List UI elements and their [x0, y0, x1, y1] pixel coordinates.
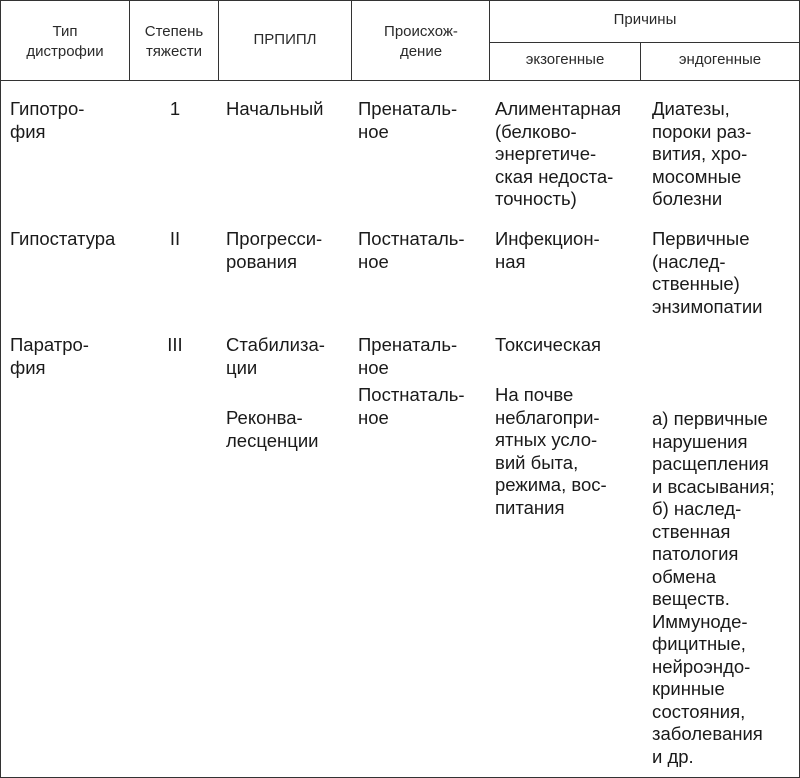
header-exogenous: экзогенные: [525, 51, 605, 68]
header-col-divider-1: [129, 0, 130, 80]
row1-type: Гипотро- фия: [10, 98, 85, 142]
row3-period-b: Реконва- лесценции: [226, 407, 319, 451]
row2-origin: Постнаталь- ное: [358, 228, 465, 272]
row3-origin-b: Постнаталь- ное: [358, 384, 465, 428]
row2-degree: II: [169, 228, 181, 249]
row1-endogenous: Диатезы, пороки раз- вития, хро- мосомные болезни: [652, 98, 752, 209]
row2-endogenous: Первичные (наслед- ственные) энзимопатии: [652, 228, 763, 317]
row1-degree: 1: [169, 98, 181, 119]
header-degree: Степень тяжести: [144, 23, 204, 60]
header-type: Тип дистрофии: [26, 23, 104, 60]
row3-exogenous-a: Токсическая: [495, 334, 602, 355]
row3-type: Паратро- фия: [10, 334, 89, 378]
row3-degree: III: [167, 334, 183, 355]
row2-period: Прогресси- рования: [226, 228, 323, 272]
header-col-divider-4: [489, 0, 490, 80]
header-divider: [0, 80, 800, 81]
row3-origin-a: Пренаталь- ное: [358, 334, 458, 378]
header-causes: Причины: [613, 11, 677, 28]
header-period: ПРПИПЛ: [253, 31, 317, 48]
causes-subheader-divider: [489, 42, 800, 43]
row1-origin: Пренаталь- ное: [358, 98, 458, 142]
row2-type: Гипостатура: [10, 228, 116, 249]
row3-endogenous: а) первичные нарушения расщепления и всасывания; б) наслед- ственная патология обмена веществ. Иммуноде- фицитные, нейроэндо- кринные состояния, заболевания и др.: [652, 408, 775, 767]
header-origin: Происхож- дение: [384, 23, 458, 60]
header-col-divider-3: [351, 0, 352, 80]
header-col-divider-5: [640, 42, 641, 80]
row3-period-a: Стабилиза- ции: [226, 334, 325, 378]
row2-exogenous: Инфекцион- ная: [495, 228, 600, 272]
row1-period: Начальный: [226, 98, 324, 119]
header-endogenous: эндогенные: [678, 51, 762, 68]
row1-exogenous: Алиментарная (белково- энергетиче- ская недоста- точность): [495, 98, 622, 209]
header-col-divider-2: [218, 0, 219, 80]
row3-exogenous-b: На почве неблагопри- ятных усло- вий быта, режима, вос- питания: [495, 384, 607, 518]
